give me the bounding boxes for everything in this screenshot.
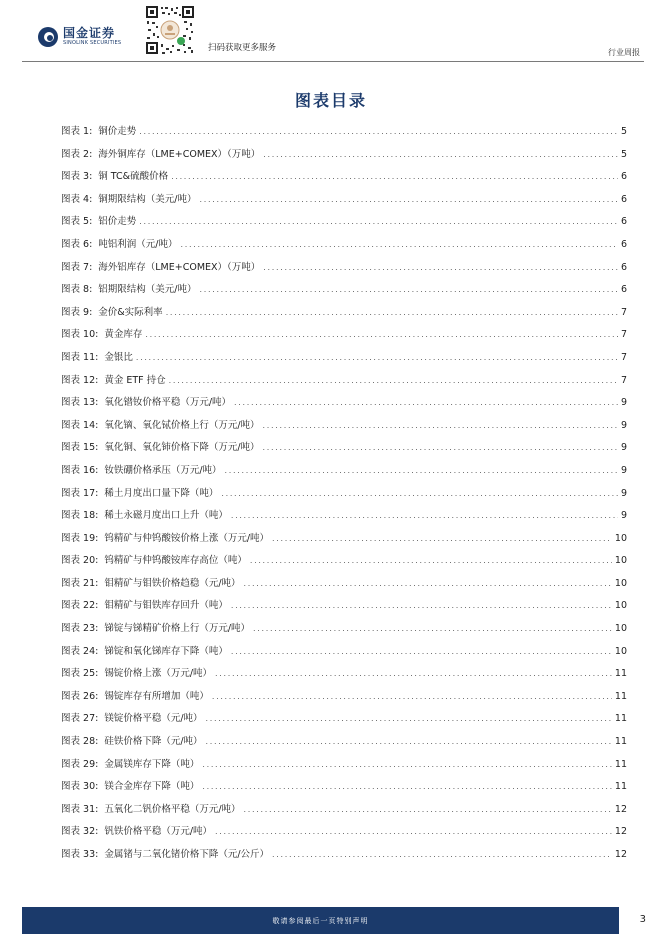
toc-entry-label: 图表 26: — [61, 690, 99, 702]
toc-dot-leader — [206, 737, 612, 746]
toc-entry-label: 图表 7: — [61, 261, 93, 273]
toc-dot-leader — [244, 805, 612, 814]
toc-entry-title[interactable]: 镁合金库存下降（吨） — [104, 781, 200, 793]
toc-entry[interactable] — [61, 530, 627, 553]
qr-code-icon[interactable] — [144, 4, 196, 56]
toc-entry-page[interactable]: 6 — [620, 238, 627, 250]
toc-entry-title[interactable]: 铝期限结构（美元/吨） — [98, 284, 197, 296]
toc-entry-title[interactable]: 钒铁价格平稳（万元/吨） — [104, 826, 213, 838]
toc-entry-page[interactable]: 5 — [620, 148, 627, 160]
toc-entry-page[interactable]: 10 — [614, 645, 627, 657]
footer-disclaimer: 敬请参阅最后一页特别声明 — [272, 917, 369, 925]
toc-entry-title[interactable]: 铝价走势 — [98, 216, 137, 228]
toc-entry-title[interactable]: 金价&实际利率 — [98, 306, 163, 318]
toc-dot-leader — [234, 398, 618, 407]
toc-entry-label: 图表 29: — [61, 758, 99, 770]
toc-entry-title[interactable]: 稀土永磁月度出口上升（吨） — [104, 510, 228, 522]
toc-entry[interactable] — [61, 778, 627, 801]
toc-entry-label: 图表 9: — [61, 306, 93, 318]
company-logo — [38, 27, 121, 47]
toc-dot-leader — [139, 217, 618, 226]
toc-entry-label: 图表 12: — [61, 374, 99, 386]
toc-entry-label: 图表 14: — [61, 419, 99, 431]
toc-dot-leader — [263, 263, 618, 272]
toc-entry[interactable] — [61, 733, 627, 756]
toc-entry-title[interactable]: 氧化镝、氧化铽价格上行（万元/吨） — [104, 419, 260, 431]
toc-dot-leader — [250, 556, 612, 565]
toc-entry-page[interactable]: 10 — [614, 600, 627, 612]
toc-entry-title[interactable]: 氧化镨钕价格平稳（万元/吨） — [104, 397, 232, 409]
toc-title: 图表目录 — [294, 91, 367, 110]
toc-entry-page[interactable]: 9 — [620, 464, 627, 476]
toc-dot-leader — [225, 466, 618, 475]
toc-entry[interactable] — [61, 372, 627, 395]
header-divider — [22, 61, 644, 62]
toc-dot-leader — [171, 172, 618, 181]
toc-entry[interactable] — [61, 439, 627, 462]
toc-entry-title[interactable]: 锡锭价格上涨（万元/吨） — [104, 668, 213, 680]
toc-dot-leader — [202, 782, 612, 791]
footer-bar — [22, 907, 619, 934]
toc-entry-title[interactable]: 钨精矿与仲钨酸铵库存高位（吨） — [104, 555, 247, 567]
toc-dot-leader — [206, 714, 612, 723]
toc-dot-leader — [221, 489, 618, 498]
toc-entry-title[interactable]: 稀土月度出口量下降（吨） — [104, 487, 219, 499]
toc-dot-leader — [212, 692, 612, 701]
toc-entry-title[interactable]: 钼精矿与钼铁库存回升（吨） — [104, 600, 228, 612]
toc-dot-leader — [231, 511, 618, 520]
toc-entry-label: 图表 22: — [61, 600, 99, 612]
toc-dot-leader — [166, 308, 618, 317]
toc-entry-page[interactable]: 6 — [620, 261, 627, 273]
toc-entry-label: 图表 3: — [61, 171, 93, 183]
toc-entry-title[interactable]: 氧化铜、氧化铈价格下降（万元/吨） — [104, 442, 260, 454]
toc-dot-leader — [136, 353, 618, 362]
toc-entry-label: 图表 11: — [61, 351, 99, 363]
toc-entry[interactable] — [61, 281, 627, 304]
toc-entry[interactable] — [61, 191, 627, 214]
toc-entry-page[interactable]: 6 — [620, 171, 627, 183]
toc-entry[interactable] — [61, 236, 627, 259]
toc-entry-page[interactable]: 9 — [620, 397, 627, 409]
toc-entry[interactable] — [61, 620, 627, 643]
toc-entry-title[interactable]: 五氧化二钒价格平稳（万元/吨） — [104, 803, 241, 815]
page-number: 3 — [639, 914, 646, 925]
toc-entry-title[interactable]: 海外铝库存（LME+COMEX）（万吨） — [98, 261, 261, 273]
toc-entry[interactable] — [61, 597, 627, 620]
toc-entry[interactable] — [61, 146, 627, 169]
toc-entry-page[interactable]: 10 — [614, 532, 627, 544]
toc-entry-page[interactable]: 11 — [614, 668, 627, 680]
toc-entry[interactable] — [61, 643, 627, 666]
toc-entry-label: 图表 8: — [61, 284, 93, 296]
toc-entry-label: 图表 28: — [61, 736, 99, 748]
toc-entry-page[interactable]: 10 — [614, 555, 627, 567]
toc-entry-title[interactable]: 吨铝利润（元/吨） — [98, 238, 178, 250]
toc-entry-label: 图表 1: — [61, 126, 93, 137]
toc-entry-title[interactable]: 锑锭与锑精矿价格上行（万元/吨） — [104, 623, 251, 635]
logo-name-cn: 国金证券 — [63, 26, 116, 40]
toc-entry-page[interactable]: 7 — [620, 306, 627, 318]
toc-entry-label: 图表 21: — [61, 577, 99, 589]
toc-entry-page[interactable]: 6 — [620, 284, 627, 296]
toc-entry-title[interactable]: 金属锗与二氧化锗价格下降（元/公斤） — [104, 849, 270, 860]
toc-dot-leader — [199, 195, 617, 204]
toc-dot-leader — [263, 443, 618, 452]
toc-dot-leader — [199, 285, 617, 294]
toc-entry[interactable] — [61, 462, 627, 485]
toc-entry-page[interactable]: 10 — [614, 623, 627, 635]
toc-entry-title[interactable]: 镁锭价格平稳（元/吨） — [104, 713, 203, 725]
toc-entry-label: 图表 18: — [61, 510, 99, 522]
toc-dot-leader — [215, 669, 612, 678]
toc-entry-label: 图表 15: — [61, 442, 99, 454]
toc-entry[interactable] — [61, 417, 627, 440]
toc-dot-leader — [231, 647, 612, 656]
toc-entry-page[interactable]: 11 — [614, 713, 627, 725]
toc-dot-leader — [145, 330, 618, 339]
toc-dot-leader — [263, 421, 618, 430]
toc-entry-title[interactable]: 锑锭和氧化锑库存下降（吨） — [104, 645, 228, 657]
toc-entry[interactable] — [61, 801, 627, 824]
toc-entry-label: 图表 17: — [61, 487, 99, 499]
toc-entry[interactable] — [61, 349, 627, 372]
toc-entry[interactable] — [61, 575, 627, 598]
toc-entry-title[interactable]: 黄金 ETF 持仓 — [104, 374, 166, 386]
toc-entry-label: 图表 10: — [61, 329, 99, 341]
toc-dot-leader — [202, 760, 612, 769]
toc-entry-title[interactable]: 钕铁硼价格承压（万元/吨） — [104, 464, 222, 476]
toc-entry-label: 图表 27: — [61, 713, 99, 725]
toc-entry-page[interactable]: 7 — [620, 329, 627, 341]
toc-entry-page[interactable]: 11 — [614, 736, 627, 748]
toc-dot-leader — [272, 534, 612, 543]
toc-dot-leader — [231, 601, 612, 610]
toc-dot-leader — [169, 376, 618, 385]
toc-entry-label: 图表 4: — [61, 193, 93, 205]
toc-entry-page[interactable]: 12 — [614, 803, 627, 815]
toc-entry-page[interactable]: 9 — [620, 487, 627, 499]
toc-entry-page[interactable]: 6 — [620, 216, 627, 228]
toc-entry[interactable] — [61, 665, 627, 688]
toc-entry-label: 图表 25: — [61, 668, 99, 680]
toc-entry-title[interactable]: 黄金库存 — [104, 329, 143, 341]
toc-entry-page[interactable]: 6 — [620, 193, 627, 205]
toc-entry-page[interactable]: 9 — [620, 510, 627, 522]
toc-dot-leader — [244, 579, 612, 588]
toc-entry-title[interactable]: 铜期限结构（美元/吨） — [98, 193, 197, 205]
toc-entry-title[interactable]: 硅铁价格下降（元/吨） — [104, 736, 203, 748]
toc-entry[interactable] — [61, 259, 627, 282]
toc-entry[interactable] — [61, 326, 627, 349]
toc-entry-label: 图表 19: — [61, 532, 99, 544]
toc-entry[interactable] — [61, 823, 627, 846]
toc-entry-label: 图表 24: — [61, 645, 99, 657]
toc-entry-page[interactable]: 11 — [614, 781, 627, 793]
toc-entry-label: 图表 30: — [61, 781, 99, 793]
toc-entry-title[interactable]: 锡锭库存有所增加（吨） — [104, 690, 209, 702]
toc-entry-page[interactable]: 10 — [614, 577, 627, 589]
toc-entry[interactable] — [61, 552, 627, 575]
toc-dot-leader — [139, 127, 618, 136]
toc-entry[interactable] — [61, 168, 627, 191]
page-header — [0, 0, 662, 62]
toc-dot-leader — [253, 624, 612, 633]
qr-caption: 扫码获取更多服务 — [208, 43, 277, 53]
toc-dot-leader — [215, 827, 612, 836]
toc-entry-title[interactable]: 铜价走势 — [98, 126, 137, 137]
toc-entry-label: 图表 16: — [61, 464, 99, 476]
toc-entry[interactable] — [61, 507, 627, 530]
toc-entry-label: 图表 6: — [61, 238, 93, 250]
toc-list — [61, 123, 627, 869]
toc-entry-page[interactable]: 11 — [614, 690, 627, 702]
toc-entry-page[interactable]: 7 — [620, 374, 627, 386]
toc-entry-title[interactable]: 钼精矿与钼铁价格趋稳（元/吨） — [104, 577, 241, 589]
logo-name-en: SINOLINK SECURITIES — [63, 40, 122, 46]
toc-entry-label: 图表 13: — [61, 397, 99, 409]
toc-entry-label: 图表 20: — [61, 555, 99, 567]
toc-entry-title[interactable]: 铜 TC&硫酸价格 — [98, 171, 169, 183]
toc-entry-label: 图表 31: — [61, 803, 99, 815]
toc-entry[interactable] — [61, 756, 627, 779]
toc-entry[interactable] — [61, 688, 627, 711]
toc-entry[interactable] — [61, 394, 627, 417]
toc-entry-label: 图表 2: — [61, 148, 93, 160]
toc-entry-title[interactable]: 金银比 — [104, 351, 133, 363]
toc-entry[interactable] — [61, 485, 627, 508]
toc-entry-page[interactable]: 12 — [614, 826, 627, 838]
toc-entry-label: 图表 33: — [61, 849, 99, 860]
toc-entry-title[interactable]: 金属镁库存下降（吨） — [104, 758, 200, 770]
toc-entry[interactable] — [61, 710, 627, 733]
toc-entry[interactable] — [61, 304, 627, 327]
toc-dot-leader — [263, 150, 618, 159]
toc-entry-page[interactable]: 9 — [620, 419, 627, 431]
toc-entry[interactable] — [61, 213, 627, 236]
toc-entry-label: 图表 23: — [61, 623, 99, 635]
logo-mark-icon — [38, 27, 58, 47]
toc-entry[interactable] — [61, 123, 627, 146]
document-type-label: 行业周报 — [608, 48, 640, 57]
toc-entry-label: 图表 5: — [61, 216, 93, 228]
toc-dot-leader — [272, 850, 612, 859]
toc-dot-leader — [180, 240, 617, 249]
toc-entry-page[interactable]: 12 — [614, 849, 627, 860]
toc-entry[interactable] — [61, 846, 627, 869]
toc-entry-label: 图表 32: — [61, 826, 99, 838]
toc-entry-page[interactable]: 7 — [620, 351, 627, 363]
toc-entry-page[interactable]: 5 — [620, 126, 627, 137]
toc-entry-title[interactable]: 海外铜库存（LME+COMEX）（万吨） — [98, 148, 261, 160]
toc-entry-page[interactable]: 9 — [620, 442, 627, 454]
toc-entry-page[interactable]: 11 — [614, 758, 627, 770]
toc-entry-title[interactable]: 钨精矿与仲钨酸铵价格上涨（万元/吨） — [104, 532, 270, 544]
